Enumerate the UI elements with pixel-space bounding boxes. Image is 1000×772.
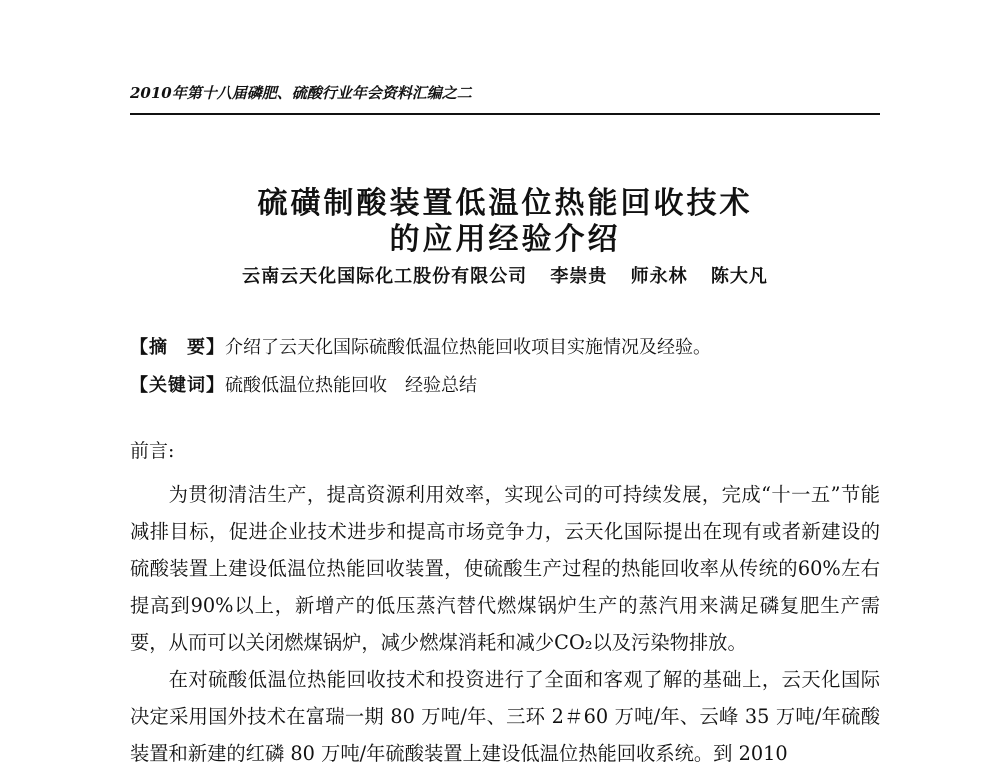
paragraph: 在对硫酸低温位热能回收技术和投资进行了全面和客观了解的基础上，云天化国际决定采用国外技术在富瑞一期 80 万吨/年、三环 2＃60 万吨/年、云峰 35 万吨/年硫酸装置和新建的红磷 80 万吨/年硫酸装置上建设低温位热能回收系统。到 2010	[130, 668, 880, 765]
title-line-2: 的应用经验介绍	[389, 222, 621, 257]
preface-heading: 前言:	[130, 440, 175, 462]
abstract-label: 【摘 要】	[130, 337, 225, 358]
author-line	[130, 262, 880, 288]
author-name: 陈大凡	[710, 266, 768, 287]
body-text	[130, 476, 880, 772]
abstract-text: 介绍了云天化国际硫酸低温位热能回收项目实施情况及经验。	[225, 337, 711, 358]
author-name: 师永林	[630, 266, 688, 287]
keywords-label: 【关键词】	[130, 375, 225, 396]
keywords-text: 硫酸低温位热能回收 经验总结	[225, 375, 477, 396]
header-rule	[130, 113, 880, 115]
affiliation: 云南云天化国际化工股份有限公司	[242, 266, 528, 287]
title-line-1: 硫磺制酸装置低温位热能回收技术	[257, 186, 753, 221]
abstract	[130, 333, 711, 359]
keywords	[130, 371, 477, 397]
author-name: 李崇贵	[550, 266, 608, 287]
running-header: 2010年第十八届磷肥、硫酸行业年会资料汇编之二	[130, 84, 472, 102]
paragraph: 为贯彻清洁生产，提高资源利用效率，实现公司的可持续发展，完成“十一五”节能减排目标，促进企业技术进步和提高市场竞争力，云天化国际提出在现有或者新建设的硫酸装置上建设低温位热能回收装置，使硫酸生产过程的热能回收率从传统的60%左右提高到90%以上，新增产的低压蒸汽替代燃煤锅炉生产的蒸汽用来满足磷复肥生产需要，从而可以关闭燃煤锅炉，减少燃煤消耗和减少CO₂以及污染物排放。	[130, 483, 880, 654]
